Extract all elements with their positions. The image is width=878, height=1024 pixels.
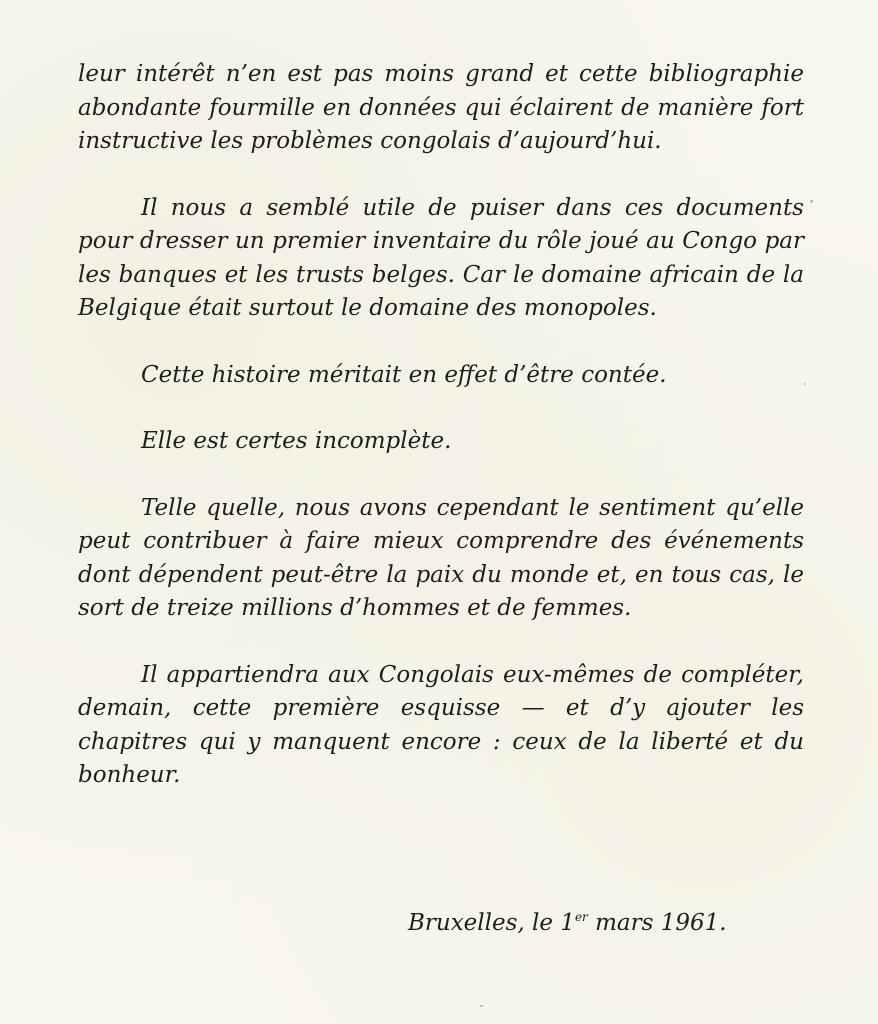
- paragraph-4: Elle est certes incomplète.: [141, 428, 452, 454]
- paper-speck: [804, 383, 806, 385]
- paragraph-5: Telle quelle, nous avons cependant le sentiment qu’elle peut contribuer à faire mieux comprendre des événements dont dépendent peut-être la paix du monde et, en tous cas, le sort de treize millions d’hommes et de femmes.: [78, 494, 804, 621]
- paragraph-2: Il nous a semblé utile de puiser dans ces documents pour dresser un premier inventaire du rôle joué au Congo par les banques et les trusts belges. Car le domaine africain de la Belgique était surtout le domaine des monopoles.: [78, 194, 804, 321]
- dateline-superscript: er: [574, 910, 588, 924]
- dateline-suffix: mars 1961.: [587, 910, 727, 936]
- paper-speck: [480, 1005, 483, 1007]
- paper-speck: [810, 200, 813, 203]
- paragraph-6: Il appartiendra aux Congolais eux-mêmes de compléter, demain, cette première esquisse — et d’y ajouter les chapitres qui y manquent encore : ceux de la liberté et du bonheur.: [78, 661, 804, 788]
- paragraph-3: Cette histoire méritait en effet d’être contée.: [141, 361, 667, 388]
- paragraph-1: leur intérêt n’en est pas moins grand et cette bibliographie abondante fourmille en données qui éclairent de manière fort instructive les problèmes congolais d’aujourd’hui.: [78, 61, 804, 154]
- body-text: [78, 58, 804, 793]
- dateline: [408, 901, 727, 940]
- dateline-prefix: Bruxelles, le 1: [408, 910, 575, 936]
